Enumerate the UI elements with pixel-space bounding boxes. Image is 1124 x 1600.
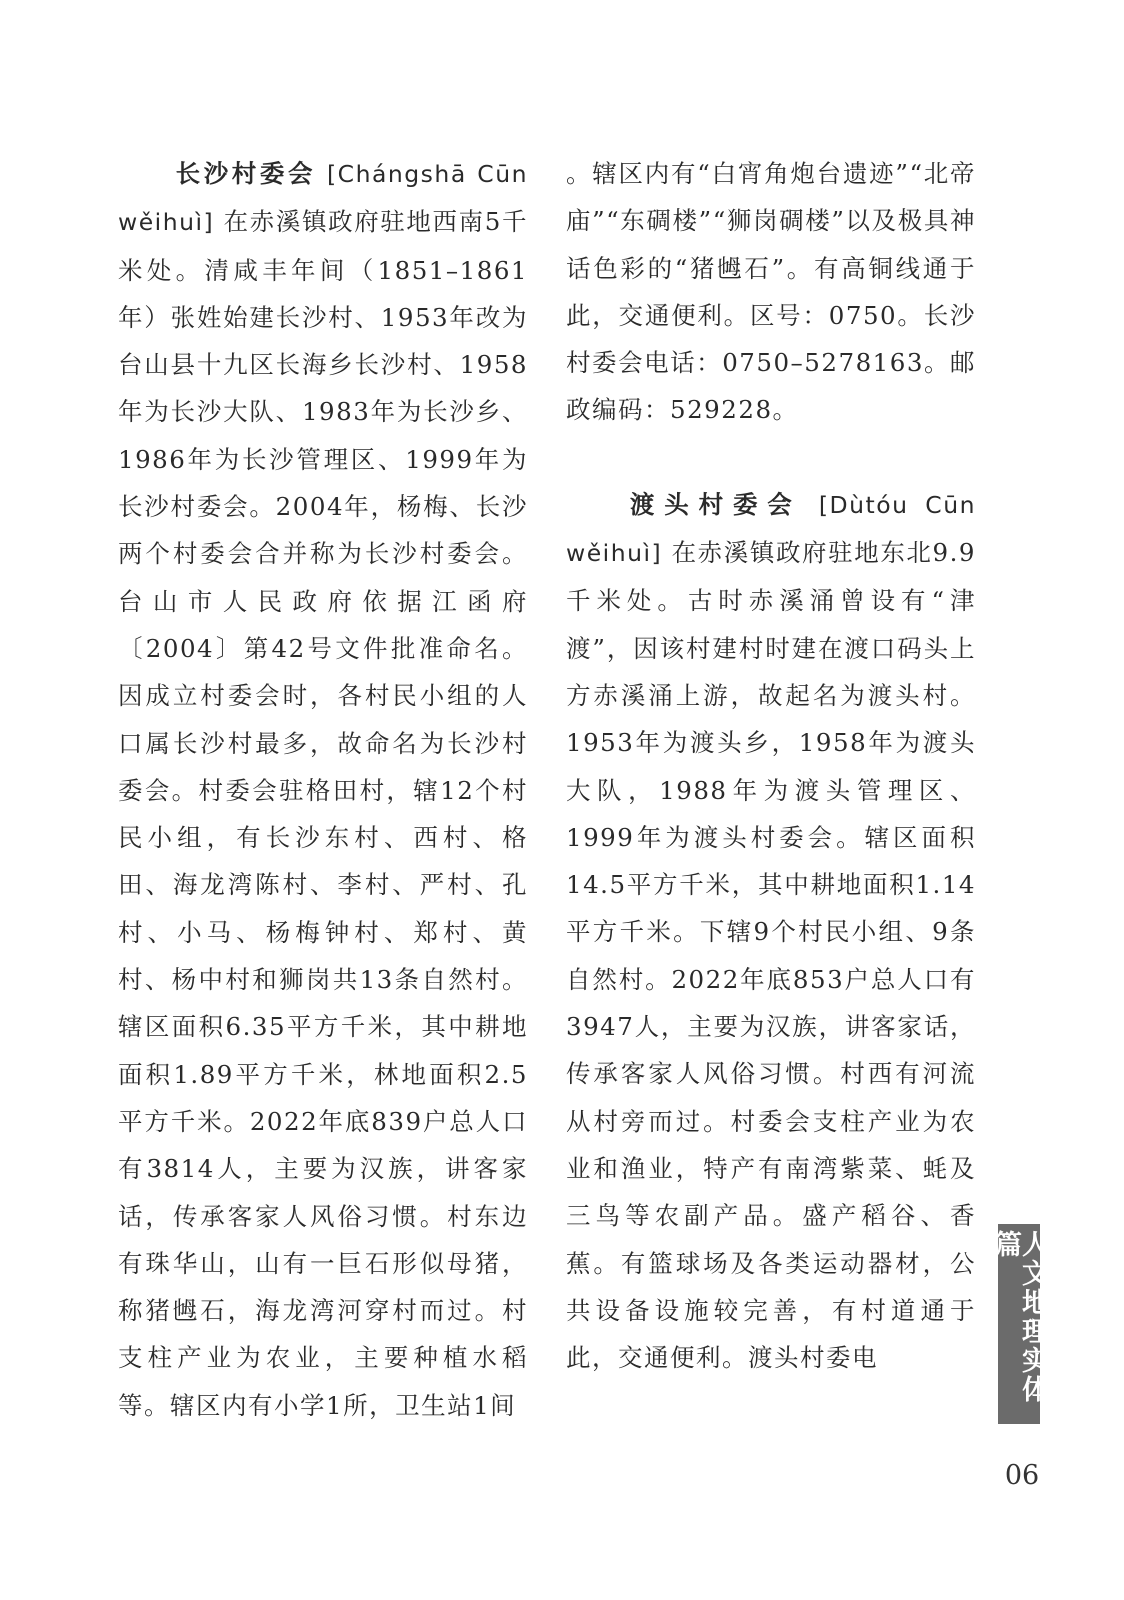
- left-column: [118, 150, 528, 1429]
- entry-romanization: [Dùtóu Cūn wěihuì]: [566, 490, 976, 568]
- section-side-tab: [990, 1224, 1048, 1424]
- entry-changsha-part2: [566, 150, 976, 434]
- entry-body: 在赤溪镇政府驻地东北9.9千米处。古时赤溪涌曾设有“津渡”，因该村建村时建在渡口码头上方赤溪涌上游，故起名为渡头村。1953年为渡头乡，1958年为渡头大队，1988年为渡头管理区、1999年为渡头村委会。辖区面积14.5平方千米，其中耕地面积1.14平方千米。下辖9个村民小组、9条自然村。2022年底853户总人口有3947人，主要为汉族，讲客家话，传承客家人风俗习惯。村西有河流从村旁而过。村委会支柱产业为农业和渔业，特产有南湾紫菜、蚝及三鸟等农副产品。盛产稻谷、香蕉。有篮球场及各类运动器材，公共设备设施较完善，有村道通于此，交通便利。渡头村委电: [566, 538, 976, 1373]
- entry-term: 渡头村委会: [622, 489, 802, 519]
- entry-body-continued: 。辖区内有“白宵角炮台遗迹”“北帝庙”“东碉楼”“狮岗碉楼”以及极具神话色彩的“猪乸石”。有高铜线通于此，交通便利。区号：0750。长沙村委会电话：0750–5278163。邮政编码：529228。: [566, 159, 976, 425]
- section-side-tab-label: 人文地理实体篇: [990, 1230, 1048, 1404]
- entry-term: 长沙村委会: [174, 159, 317, 188]
- right-column: [566, 150, 976, 1381]
- entry-dutou: [566, 481, 976, 1382]
- entry-romanization: [Chángshā Cūn wěihuì]: [118, 160, 528, 237]
- entry-changsha-part1: [118, 150, 528, 1429]
- page-number: 06: [1004, 1460, 1040, 1491]
- entry-body: 在赤溪镇政府驻地西南5千米处。清咸丰年间（1851–1861年）张姓始建长沙村、1953年改为台山县十九区长海乡长沙村、1958年为长沙大队、1983年为长沙乡、1986年为长沙管理区、1999年为长沙村委会。2004年，杨梅、长沙两个村委会合并称为长沙村委会。台山市人民政府依据江函府〔2004〕第42号文件批准命名。因成立村委会时，各村民小组的人口属长沙村最多，故命名为长沙村委会。村委会驻格田村，辖12个村民小组，有长沙东村、西村、格田、海龙湾陈村、李村、严村、孔村、小马、杨梅钟村、郑村、黄村、杨中村和狮岗共13条自然村。辖区面积6.35平方千米，其中耕地面积1.89平方千米，林地面积2.5平方千米。2022年底839户总人口有3814人，主要为汉族，讲客家话，传承客家人风俗习惯。村东边有珠华山，山有一巨石形似母猪，称猪乸石，海龙湾河穿村而过。村支柱产业为农业，主要种植水稻等。辖区内有小学1所，卫生站1间: [118, 207, 528, 1420]
